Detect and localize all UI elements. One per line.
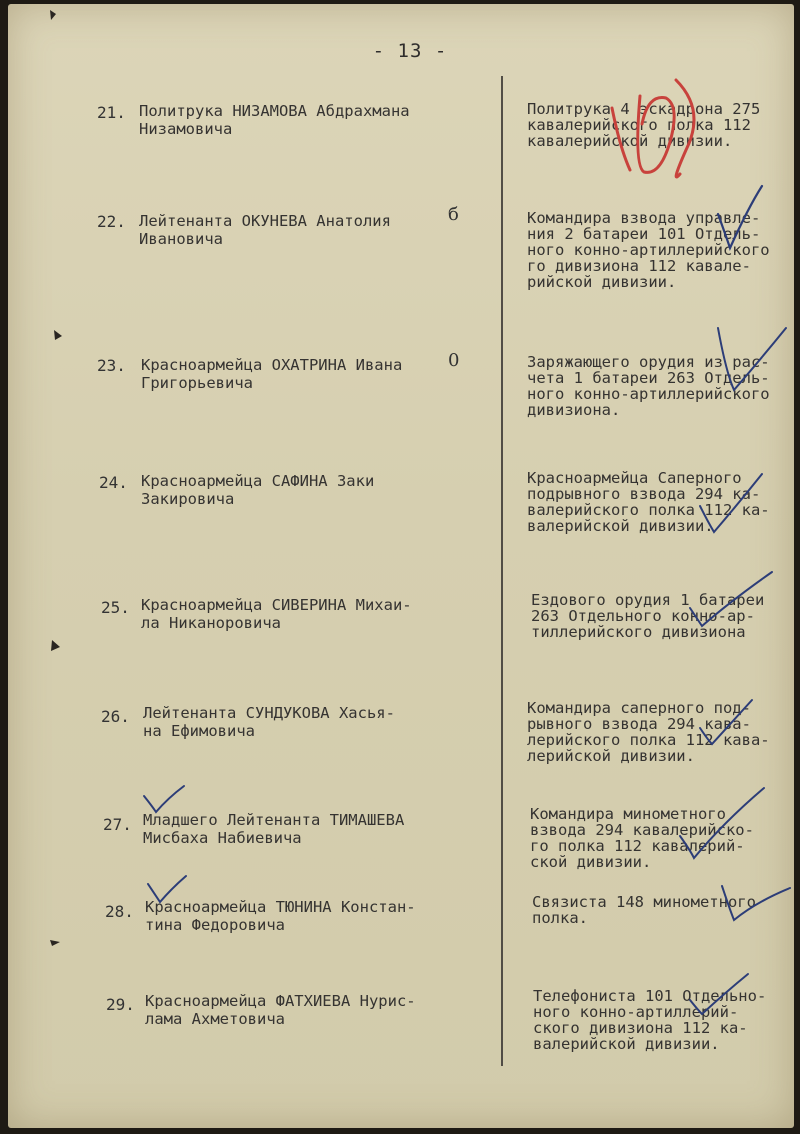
entry-number: 28.	[105, 902, 134, 921]
entry-unit: Командира взвода управле- ния 2 батареи 101 Отдель- ного конно-артиллерийского го дивизиона 112 кавале- рийской дивизии.	[527, 210, 770, 290]
column-divider	[501, 76, 503, 1066]
entry-number: 27.	[103, 815, 132, 834]
entry-number: 24.	[99, 473, 128, 492]
entry-name: Красноармейца ФАТХИЕВА Нурис- лама Ахметовича	[145, 992, 416, 1028]
handwritten-mark: 0	[448, 350, 460, 371]
entry-unit: Командира саперного под- рывного взвода 294 кава- лерийского полка 112 кава- лерийской дивизии.	[527, 700, 770, 764]
entry-name: Красноармейца ТЮНИНА Констан- тина Федоровича	[145, 898, 416, 934]
entry-name: Красноармейца СИВЕРИНА Михаи- ла Никаноровича	[141, 596, 412, 632]
entry-unit: Политрука 4 эскадрона 275 кавалерийского полка 112 кавалерийской дивизии.	[527, 101, 761, 149]
entry-name: Политрука НИЗАМОВА Абдрахмана Низамовича	[139, 102, 410, 138]
entry-number: 26.	[101, 707, 130, 726]
document-page	[8, 4, 794, 1128]
entry-name: Младшего Лейтенанта ТИМАШЕВА Мисбаха Набиевича	[143, 811, 405, 847]
entry-number: 25.	[101, 598, 130, 617]
entry-unit: Связиста 148 минометного полка.	[532, 894, 756, 926]
entry-number: 23.	[97, 356, 126, 375]
entry-unit: Телефониста 101 Отдельно- ного конно-артиллерий- ского дивизиона 112 ка- валерийской дивизии.	[533, 988, 767, 1052]
handwritten-mark: б	[448, 204, 459, 225]
entry-unit: Командира минометного взвода 294 кавалерийско- го полка 112 кавалерий- ской дивизии.	[530, 806, 754, 870]
entry-number: 21.	[97, 103, 126, 122]
entry-unit: Заряжающего орудия из рас- чета 1 батареи 263 Отдель- ного конно-артиллерийского дивизиона.	[527, 354, 770, 418]
entry-name: Лейтенанта ОКУНЕВА Анатолия Ивановича	[139, 212, 391, 248]
entry-number: 22.	[97, 212, 126, 231]
entry-number: 29.	[106, 995, 135, 1014]
entry-unit: Ездового орудия 1 батареи 263 Отдельного конно-ар- тиллерийского дивизиона	[531, 592, 765, 640]
page-number: - 13 -	[372, 40, 448, 62]
entry-name: Красноармейца САФИНА Заки Закировича	[141, 472, 375, 508]
entry-name: Лейтенанта СУНДУКОВА Хасья- на Ефимовича	[143, 704, 395, 740]
entry-unit: Красноармейца Саперного подрывного взвода 294 ка- валерийского полка 112 ка- валерийской дивизии.	[527, 470, 770, 534]
entry-name: Красноармейца ОХАТРИНА Ивана Григорьевича	[141, 356, 403, 392]
